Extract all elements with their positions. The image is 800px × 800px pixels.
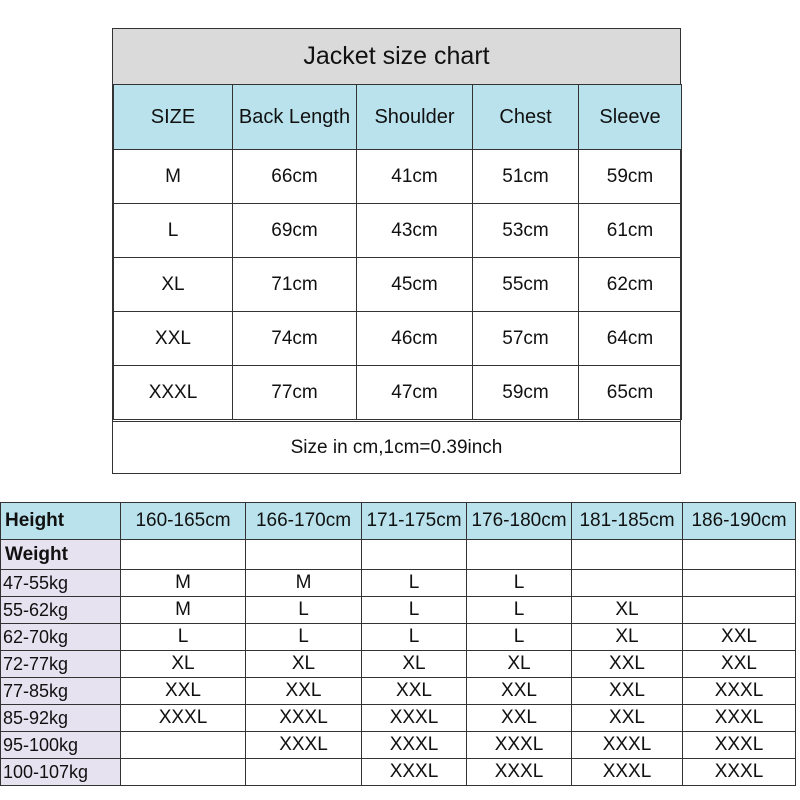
size-cell: XXXL	[683, 705, 796, 732]
size-cell: XXL	[362, 678, 467, 705]
weight-range-cell: 55-62kg	[1, 597, 121, 624]
weight-range-cell: 95-100kg	[1, 732, 121, 759]
size-cell: L	[246, 597, 362, 624]
size-cell: L	[362, 624, 467, 651]
size-cell: M	[114, 150, 233, 204]
size-cell: L	[467, 597, 572, 624]
measurement-cell: 64cm	[579, 312, 682, 366]
unit-note: Size in cm,1cm=0.39inch	[113, 421, 680, 474]
table-row	[114, 258, 682, 312]
weight-range-cell: 77-85kg	[1, 678, 121, 705]
measurement-cell: 59cm	[579, 150, 682, 204]
size-cell: XXXL	[467, 759, 572, 786]
size-cell: XXL	[467, 678, 572, 705]
size-cell: XXXL	[683, 759, 796, 786]
header-cell: Back Length	[233, 85, 357, 150]
measurement-cell: 69cm	[233, 204, 357, 258]
size-cell: XXXL	[362, 705, 467, 732]
size-cell: XXXL	[572, 759, 683, 786]
size-cell: XXL	[683, 651, 796, 678]
measurement-cell: 57cm	[473, 312, 579, 366]
height-weight-chart	[0, 502, 796, 786]
size-cell: XL	[121, 651, 246, 678]
empty-cell	[683, 540, 796, 570]
measurement-cell: 53cm	[473, 204, 579, 258]
height-label: Height	[1, 503, 121, 540]
size-cell: XXXL	[114, 366, 233, 420]
jacket-size-chart	[112, 28, 681, 474]
size-cell: M	[246, 570, 362, 597]
measurement-cell: 51cm	[473, 150, 579, 204]
size-cell: XL	[246, 651, 362, 678]
height-cell: 171-175cm	[362, 503, 467, 540]
height-cell: 176-180cm	[467, 503, 572, 540]
size-cell: XXL	[572, 678, 683, 705]
height-cell: 186-190cm	[683, 503, 796, 540]
measurement-cell: 45cm	[357, 258, 473, 312]
size-cell	[121, 732, 246, 759]
weight-range-cell: 100-107kg	[1, 759, 121, 786]
empty-cell	[246, 540, 362, 570]
size-cell: XXL	[572, 651, 683, 678]
table-row	[114, 204, 682, 258]
measurement-cell: 65cm	[579, 366, 682, 420]
size-cell: XXXL	[246, 705, 362, 732]
table-row	[114, 366, 682, 420]
height-cell: 160-165cm	[121, 503, 246, 540]
measurement-cell: 59cm	[473, 366, 579, 420]
size-cell: XXXL	[121, 705, 246, 732]
size-cell: XL	[572, 624, 683, 651]
measurement-cell: 46cm	[357, 312, 473, 366]
size-cell: XXXL	[467, 732, 572, 759]
table-row	[114, 312, 682, 366]
size-cell	[683, 597, 796, 624]
size-cell: L	[114, 204, 233, 258]
header-cell: Shoulder	[357, 85, 473, 150]
measurement-cell: 77cm	[233, 366, 357, 420]
size-cell: XXL	[246, 678, 362, 705]
size-cell: L	[246, 624, 362, 651]
size-cell	[121, 759, 246, 786]
table-row	[1, 570, 796, 597]
header-row	[114, 85, 682, 150]
size-cell: XL	[362, 651, 467, 678]
table-row	[1, 651, 796, 678]
measurement-cell: 62cm	[579, 258, 682, 312]
table-row	[1, 678, 796, 705]
table-row	[1, 705, 796, 732]
empty-cell	[572, 540, 683, 570]
size-cell: XXL	[683, 624, 796, 651]
size-cell: M	[121, 597, 246, 624]
empty-cell	[467, 540, 572, 570]
table-row	[1, 732, 796, 759]
height-row	[1, 503, 796, 540]
height-cell: 181-185cm	[572, 503, 683, 540]
size-cell: XXXL	[246, 732, 362, 759]
empty-cell	[362, 540, 467, 570]
size-cell: L	[467, 570, 572, 597]
size-cell: XXXL	[683, 678, 796, 705]
size-cell: XXL	[121, 678, 246, 705]
size-cell: L	[362, 570, 467, 597]
size-cell: L	[362, 597, 467, 624]
size-cell: XL	[114, 258, 233, 312]
empty-cell	[121, 540, 246, 570]
weight-range-cell: 85-92kg	[1, 705, 121, 732]
measurement-cell: 74cm	[233, 312, 357, 366]
size-cell: XXL	[114, 312, 233, 366]
weight-range-cell: 62-70kg	[1, 624, 121, 651]
table-row	[1, 597, 796, 624]
header-cell: Sleeve	[579, 85, 682, 150]
height-cell: 166-170cm	[246, 503, 362, 540]
size-cell	[683, 570, 796, 597]
size-cell	[246, 759, 362, 786]
measurement-cell: 43cm	[357, 204, 473, 258]
chart-title: Jacket size chart	[113, 29, 680, 85]
size-cell: XXL	[572, 705, 683, 732]
header-cell: SIZE	[114, 85, 233, 150]
measurement-cell: 41cm	[357, 150, 473, 204]
measurement-cell: 66cm	[233, 150, 357, 204]
size-cell: XL	[467, 651, 572, 678]
measurement-cell: 47cm	[357, 366, 473, 420]
weight-label: Weight	[1, 540, 121, 570]
measurement-cell: 61cm	[579, 204, 682, 258]
size-cell: XXXL	[362, 732, 467, 759]
measurement-cell: 55cm	[473, 258, 579, 312]
size-cell: M	[121, 570, 246, 597]
size-cell: XXXL	[683, 732, 796, 759]
weight-range-cell: 72-77kg	[1, 651, 121, 678]
size-cell: XXL	[467, 705, 572, 732]
measurement-cell: 71cm	[233, 258, 357, 312]
size-cell	[572, 570, 683, 597]
size-cell: L	[121, 624, 246, 651]
jacket-size-table	[113, 84, 682, 420]
size-cell: XL	[572, 597, 683, 624]
weight-range-cell: 47-55kg	[1, 570, 121, 597]
table-row	[114, 150, 682, 204]
weight-row	[1, 540, 796, 570]
header-cell: Chest	[473, 85, 579, 150]
size-cell: L	[467, 624, 572, 651]
size-cell: XXXL	[572, 732, 683, 759]
table-row	[1, 624, 796, 651]
size-cell: XXXL	[362, 759, 467, 786]
table-row	[1, 759, 796, 786]
